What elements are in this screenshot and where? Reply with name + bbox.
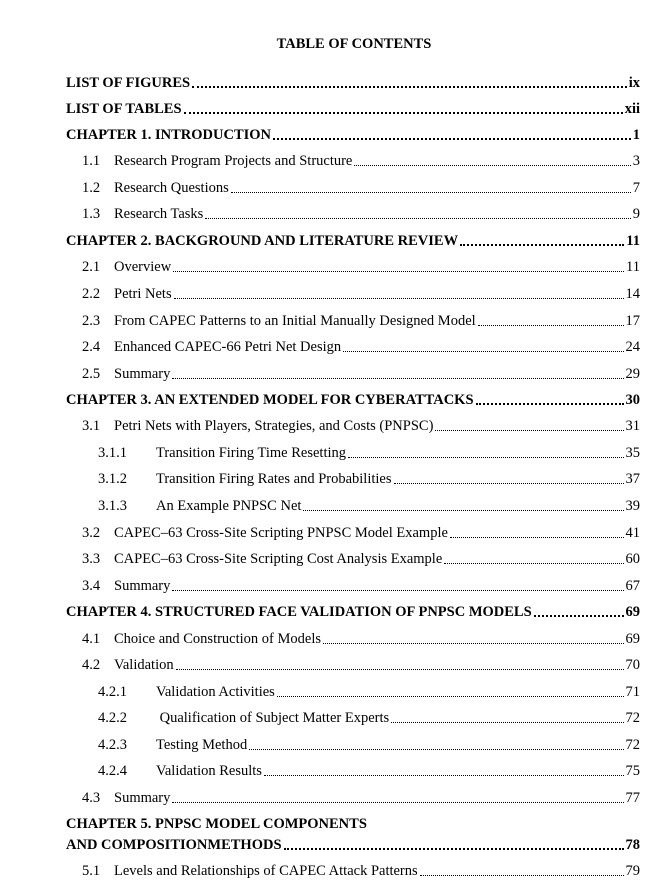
toc-entry-3-4[interactable] <box>82 578 640 595</box>
toc-entry-title-line2 <box>66 837 640 854</box>
toc-entry-4-2[interactable] <box>82 657 640 674</box>
dot-leader <box>343 350 623 352</box>
dot-leader <box>176 668 624 670</box>
toc-entry-3-1[interactable] <box>82 418 640 435</box>
toc-entry-title: CHAPTER 3. AN EXTENDED MODEL FOR CYBERATTACKS <box>66 392 474 408</box>
toc-entry-3-2[interactable] <box>82 525 640 542</box>
toc-entry-number: 3.1.2 <box>98 471 127 487</box>
toc-entry-number: 3.3 <box>82 551 101 567</box>
toc-entry-page: 41 <box>625 525 640 541</box>
toc-entry-number: 1.1 <box>82 153 101 169</box>
toc-entry-number: 4.2 <box>82 657 101 673</box>
dot-leader <box>534 614 624 617</box>
dot-leader <box>394 482 624 484</box>
toc-entry-title: CAPEC–63 Cross-Site Scripting PNPSC Model Example <box>114 525 448 541</box>
toc-entry-number: 4.2.2 <box>98 710 127 726</box>
toc-entry-number: 4.1 <box>82 631 101 647</box>
toc-entry-number: 1.3 <box>82 206 101 222</box>
dot-leader <box>172 589 623 591</box>
toc-entry-page: 3 <box>632 153 640 169</box>
dot-leader <box>173 270 624 272</box>
toc-entry-1-3[interactable] <box>82 206 640 223</box>
toc-entry-page: 11 <box>626 233 640 249</box>
toc-entry-page: 70 <box>625 657 640 673</box>
dot-leader <box>478 324 624 326</box>
toc-entry-page: 60 <box>625 551 640 567</box>
toc-entry-page: xii <box>624 101 640 117</box>
toc-entry-page: 37 <box>625 471 640 487</box>
toc-entry-number: 2.5 <box>82 366 101 382</box>
toc-entry-4-2-4[interactable] <box>98 763 640 780</box>
toc-entry-2-5[interactable] <box>82 366 640 383</box>
dot-leader <box>249 748 623 750</box>
toc-entry-page: 67 <box>625 578 640 594</box>
dot-leader <box>460 243 624 246</box>
toc-entry-page: 77 <box>625 790 640 806</box>
toc-entry-3-1-1[interactable] <box>98 445 640 462</box>
toc-entry-page: 35 <box>625 445 640 461</box>
toc-entry-title: Summary <box>114 578 171 594</box>
toc-entry-page: 79 <box>625 863 640 879</box>
toc-entry-title: CHAPTER 4. STRUCTURED FACE VALIDATION OF PNPSC MODELS <box>66 604 532 620</box>
toc-entry-number: 5.1 <box>82 863 101 879</box>
dot-leader <box>303 509 623 511</box>
dot-leader <box>444 562 623 564</box>
toc-entry-list-of-tables[interactable] <box>66 101 640 118</box>
toc-entry-title: Summary <box>114 366 171 382</box>
toc-entry-title-continued: AND COMPOSITIONMETHODS <box>66 837 282 853</box>
dot-leader <box>277 695 624 697</box>
dot-leader <box>354 164 630 166</box>
toc-entry-page: 1 <box>632 127 640 143</box>
toc-entry-4-3[interactable] <box>82 790 640 807</box>
toc-entry-title: Validation <box>114 657 174 673</box>
toc-entry-page: ix <box>628 75 640 91</box>
dot-leader <box>172 377 623 379</box>
toc-entry-page: 78 <box>625 837 640 853</box>
dot-leader <box>323 642 623 644</box>
toc-entry-page: 75 <box>625 763 640 779</box>
toc-entry-page: 71 <box>625 684 640 700</box>
toc-entry-2-1[interactable] <box>82 259 640 276</box>
dot-leader <box>174 297 624 299</box>
toc-entry-chapter-4[interactable] <box>66 604 640 621</box>
toc-entry-title: CHAPTER 2. BACKGROUND AND LITERATURE REVIEW <box>66 233 459 249</box>
toc-entry-5-1[interactable] <box>82 863 640 880</box>
toc-entry-4-1[interactable] <box>82 631 640 648</box>
dot-leader <box>420 874 624 876</box>
toc-entry-4-2-1[interactable] <box>98 684 640 701</box>
toc-entry-3-3[interactable] <box>82 551 640 568</box>
toc-entry-title: LIST OF TABLES <box>66 101 182 117</box>
dot-leader <box>231 191 631 193</box>
toc-entry-number: 2.4 <box>82 339 101 355</box>
toc-entry-chapter-1[interactable] <box>66 127 640 144</box>
toc-entry-1-1[interactable] <box>82 153 640 170</box>
toc-entry-page: 69 <box>625 604 640 620</box>
dot-leader <box>435 429 623 431</box>
dot-leader <box>264 774 624 776</box>
toc-entry-title: Petri Nets <box>114 286 172 302</box>
toc-entry-title: CHAPTER 5. PNPSC MODEL COMPONENTS <box>66 816 367 832</box>
dot-leader <box>192 85 627 88</box>
dot-leader <box>184 111 623 114</box>
toc-entry-page: 72 <box>625 737 640 753</box>
toc-entry-title: CHAPTER 1. INTRODUCTION <box>66 127 272 143</box>
toc-entry-title: Validation Activities <box>156 684 275 700</box>
dot-leader <box>273 137 631 140</box>
toc-entry-number: 3.2 <box>82 525 101 541</box>
toc-entry-title: Testing Method <box>156 737 248 753</box>
toc-entry-title: From CAPEC Patterns to an Initial Manually Designed Model <box>114 313 476 329</box>
toc-entry-number: 2.2 <box>82 286 101 302</box>
toc-entry-number: 3.1.3 <box>98 498 127 514</box>
toc-entry-page: 11 <box>626 259 640 275</box>
toc-entry-page: 14 <box>625 286 640 302</box>
toc-entry-number: 3.4 <box>82 578 101 594</box>
toc-entry-title: LIST OF FIGURES <box>66 75 191 91</box>
toc-entry-title: CAPEC–63 Cross-Site Scripting Cost Analysis Example <box>114 551 443 567</box>
toc-entry-number: 1.2 <box>82 180 101 196</box>
toc-entry-title: Levels and Relationships of CAPEC Attack Patterns <box>114 863 418 879</box>
toc-entry-title: An Example PNPSC Net <box>156 498 302 514</box>
dot-leader <box>205 217 630 219</box>
toc-entry-page: 9 <box>632 206 640 222</box>
toc-entry-1-2[interactable] <box>82 180 640 197</box>
dot-leader <box>391 721 623 723</box>
toc-entry-3-1-3[interactable] <box>98 498 640 515</box>
toc-entry-2-4[interactable] <box>82 339 640 356</box>
toc-entry-page: 24 <box>625 339 640 355</box>
toc-entry-title: Research Questions <box>114 180 229 196</box>
toc-entry-page: 31 <box>625 418 640 434</box>
toc-heading: TABLE OF CONTENTS <box>276 36 432 52</box>
toc-entry-title: Summary <box>114 790 171 806</box>
toc-entry-page: 69 <box>625 631 640 647</box>
toc-entry-number: 4.2.1 <box>98 684 127 700</box>
toc-entry-title: Research Program Projects and Structure <box>114 153 353 169</box>
toc-entry-4-2-2[interactable] <box>98 710 640 727</box>
dot-leader <box>172 801 623 803</box>
toc-entry-chapter-3[interactable] <box>66 392 640 409</box>
toc-entry-title: Research Tasks <box>114 206 204 222</box>
dot-leader <box>284 847 624 850</box>
toc-entry-list-of-figures[interactable] <box>66 75 640 92</box>
toc-entry-title: Enhanced CAPEC-66 Petri Net Design <box>114 339 342 355</box>
toc-entry-number: 4.3 <box>82 790 101 806</box>
dot-leader <box>450 536 624 538</box>
toc-entry-2-2[interactable] <box>82 286 640 303</box>
toc-entry-title: Transition Firing Rates and Probabilities <box>156 471 392 487</box>
toc-entry-title: Overview <box>114 259 172 275</box>
toc-entry-number: 4.2.3 <box>98 737 127 753</box>
toc-entry-page: 72 <box>625 710 640 726</box>
toc-entry-3-1-2[interactable] <box>98 471 640 488</box>
toc-entry-4-2-3[interactable] <box>98 737 640 754</box>
toc-entry-title: Petri Nets with Players, Strategies, and Costs (PNPSC) <box>114 418 434 434</box>
toc-entry-chapter-2[interactable] <box>66 233 640 250</box>
toc-entry-number: 3.1.1 <box>98 445 127 461</box>
dot-leader <box>348 456 623 458</box>
toc-entry-title: Qualification of Subject Matter Experts <box>156 710 390 726</box>
toc-entry-title: Choice and Construction of Models <box>114 631 322 647</box>
toc-entry-page: 7 <box>632 180 640 196</box>
toc-entry-title: Validation Results <box>156 763 262 779</box>
toc-entry-number: 4.2.4 <box>98 763 127 779</box>
toc-entry-number: 2.1 <box>82 259 101 275</box>
toc-entry-page: 17 <box>625 313 640 329</box>
toc-entry-page: 39 <box>625 498 640 514</box>
toc-entry-2-3[interactable] <box>82 313 640 330</box>
toc-entry-page: 30 <box>625 392 640 408</box>
toc-entry-page: 29 <box>625 366 640 382</box>
dot-leader <box>476 402 624 405</box>
toc-entry-number: 2.3 <box>82 313 101 329</box>
toc-entry-chapter-5[interactable] <box>66 816 640 854</box>
toc-entry-number: 3.1 <box>82 418 101 434</box>
toc-entry-title: Transition Firing Time Resetting <box>156 445 347 461</box>
